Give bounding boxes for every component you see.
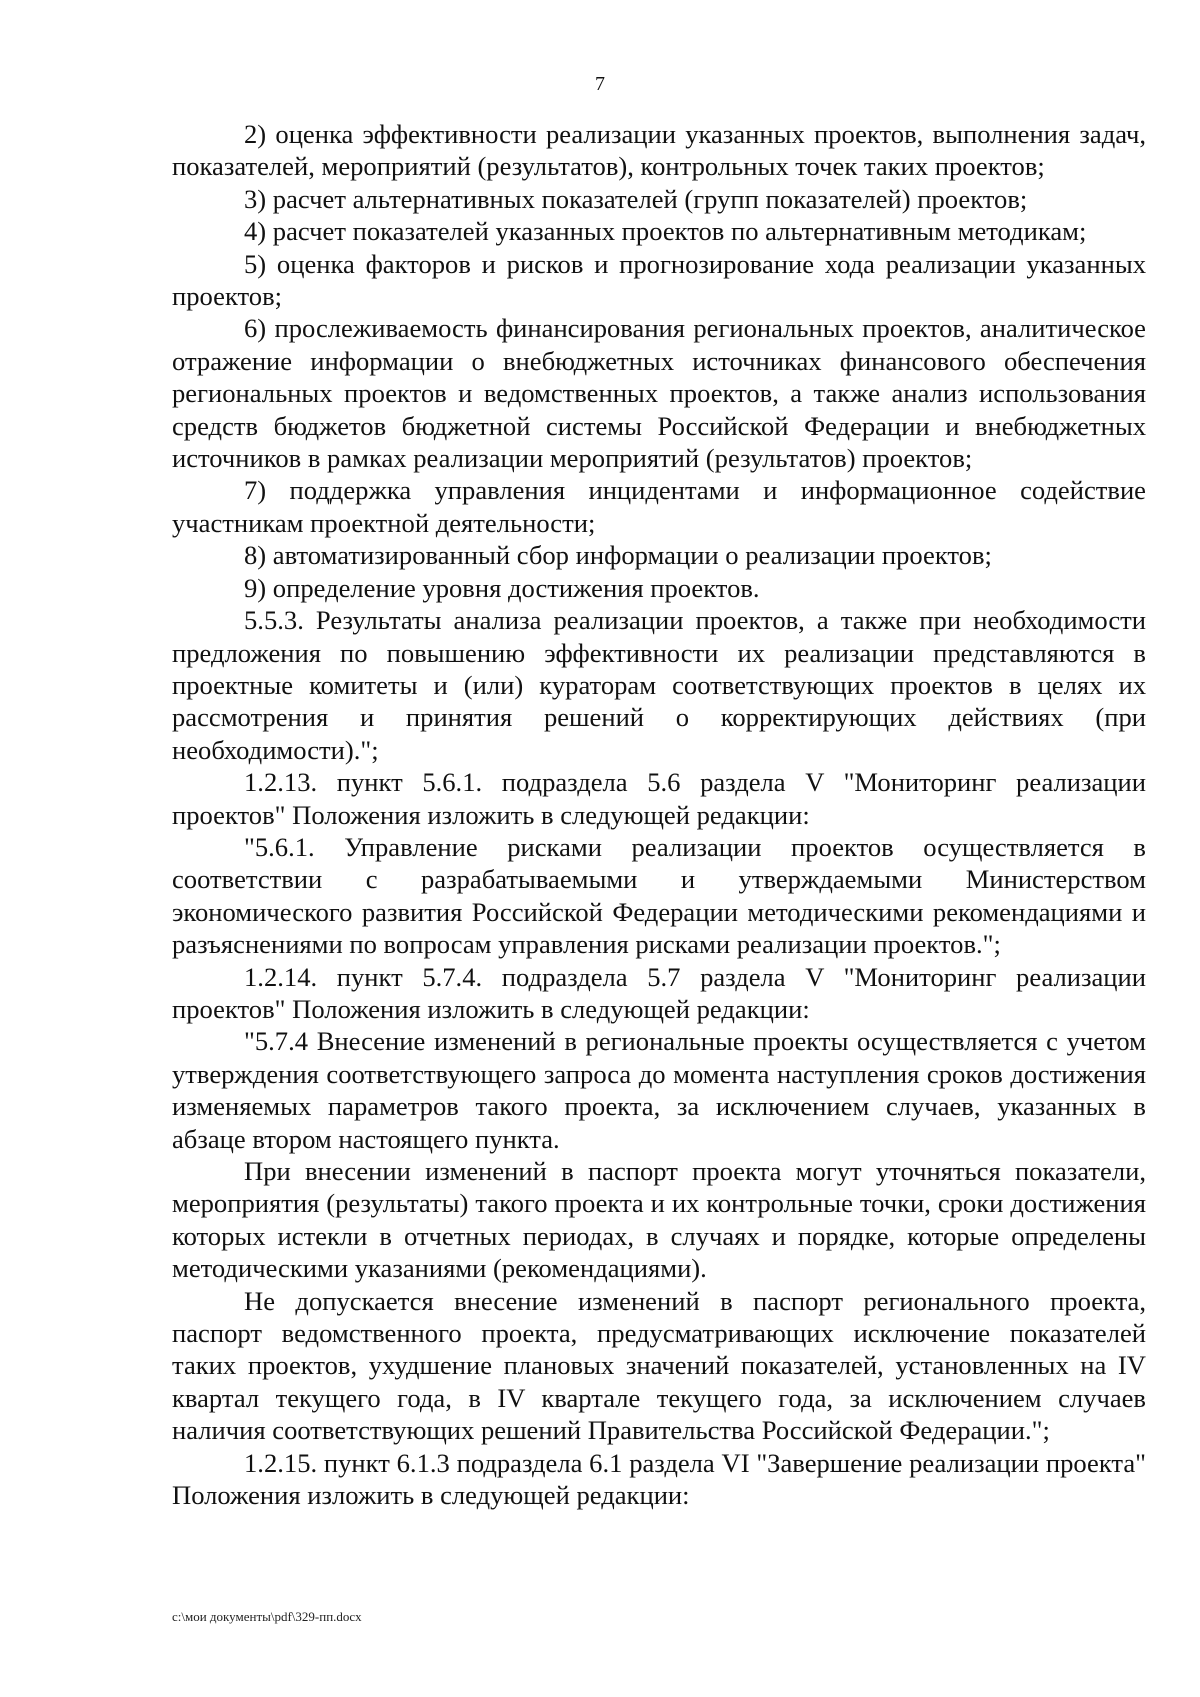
paragraph-passport-changes: При внесении изменений в паспорт проекта могут уточняться показатели, мероприятия (результаты) такого проекта и их контрольные точки, сроки достижения которых истекли в отчетных периодах, в случаях и порядке, которые определены методическими указаниями (рекомендациями).: [172, 1156, 1146, 1284]
paragraph-1-2-15: 1.2.15. пункт 6.1.3 подраздела 6.1 раздела VI "Завершение реализации проекта" Положения изложить в следующей редакции:: [172, 1447, 1146, 1511]
page-number: 7: [595, 73, 605, 95]
paragraph-item-6: 6) прослеживаемость финансирования региональных проектов, аналитическое отражение информации о внебюджетных источниках финансового обеспечения региональных проектов и ведомственных проектов, а также анализ использования средств бюджетов бюджетной системы Российской Федерации и внебюджетных источников в рамках реализации мероприятий (результатов) проектов;: [172, 313, 1146, 474]
paragraph-item-4: 4) расчет показателей указанных проектов по альтернативным методикам;: [244, 216, 1087, 247]
paragraph-1-2-14: 1.2.14. пункт 5.7.4. подраздела 5.7 раздела V "Мониторинг реализации проектов" Положения изложить в следующей редакции:: [172, 961, 1146, 1024]
paragraph-5-5-3: 5.5.3. Результаты анализа реализации проектов, а также при необходимости предложения по повышению эффективности их реализации представляются в проектные комитеты и (или) кураторам соответствующих проектов в целях их рассмотрения и принятия решений о корректирующих действиях (при необходимости).";: [172, 605, 1146, 765]
paragraph-item-7: 7) поддержка управления инцидентами и информационное содействие участникам проектной деятельности;: [172, 475, 1146, 538]
paragraph-5-7-4: "5.7.4 Внесение изменений в региональные проекты осуществляется с учетом утверждения соответствующего запроса до момента наступления сроков достижения изменяемых параметров такого проекта, за исключением случаев, указанных в абзаце втором настоящего пункта.: [172, 1026, 1146, 1154]
paragraph-item-9: 9) определение уровня достижения проектов.: [244, 572, 760, 603]
paragraph-item-5: 5) оценка факторов и рисков и прогнозирование хода реализации указанных проектов;: [172, 248, 1146, 312]
footer-file-path: c:\мои документы\pdf\329-пп.docx: [172, 1609, 362, 1624]
paragraph-restrictions: Не допускается внесение изменений в паспорт регионального проекта, паспорт ведомственного проекта, предусматривающих исключение показателей таких проектов, ухудшение плановых значений показателей, установленных на IV квартал текущего года, в IV квартале текущего года, за исключением случаев наличия соответствующих решений Правительства Российской Федерации.";: [172, 1285, 1146, 1446]
paragraph-item-3: 3) расчет альтернативных показателей (групп показателей) проектов;: [244, 183, 1028, 214]
paragraph-5-6-1: "5.6.1. Управление рисками реализации проектов осуществляется в соответствии с разрабатываемыми и утверждаемыми Министерством экономического развития Российской Федерации методическими рекомендациями и разъяснениями по вопросам управления рисками реализации проектов.";: [172, 831, 1146, 960]
paragraph-item-2: 2) оценка эффективности реализации указанных проектов, выполнения задач, показателей, мероприятий (результатов), контрольных точек таких проектов;: [172, 119, 1146, 182]
document-body: [172, 118, 1146, 1511]
paragraph-1-2-13: 1.2.13. пункт 5.6.1. подраздела 5.6 раздела V "Мониторинг реализации проектов" Положения изложить в следующей редакции:: [172, 767, 1146, 830]
paragraph-item-8: 8) автоматизированный сбор информации о реализации проектов;: [244, 540, 992, 571]
